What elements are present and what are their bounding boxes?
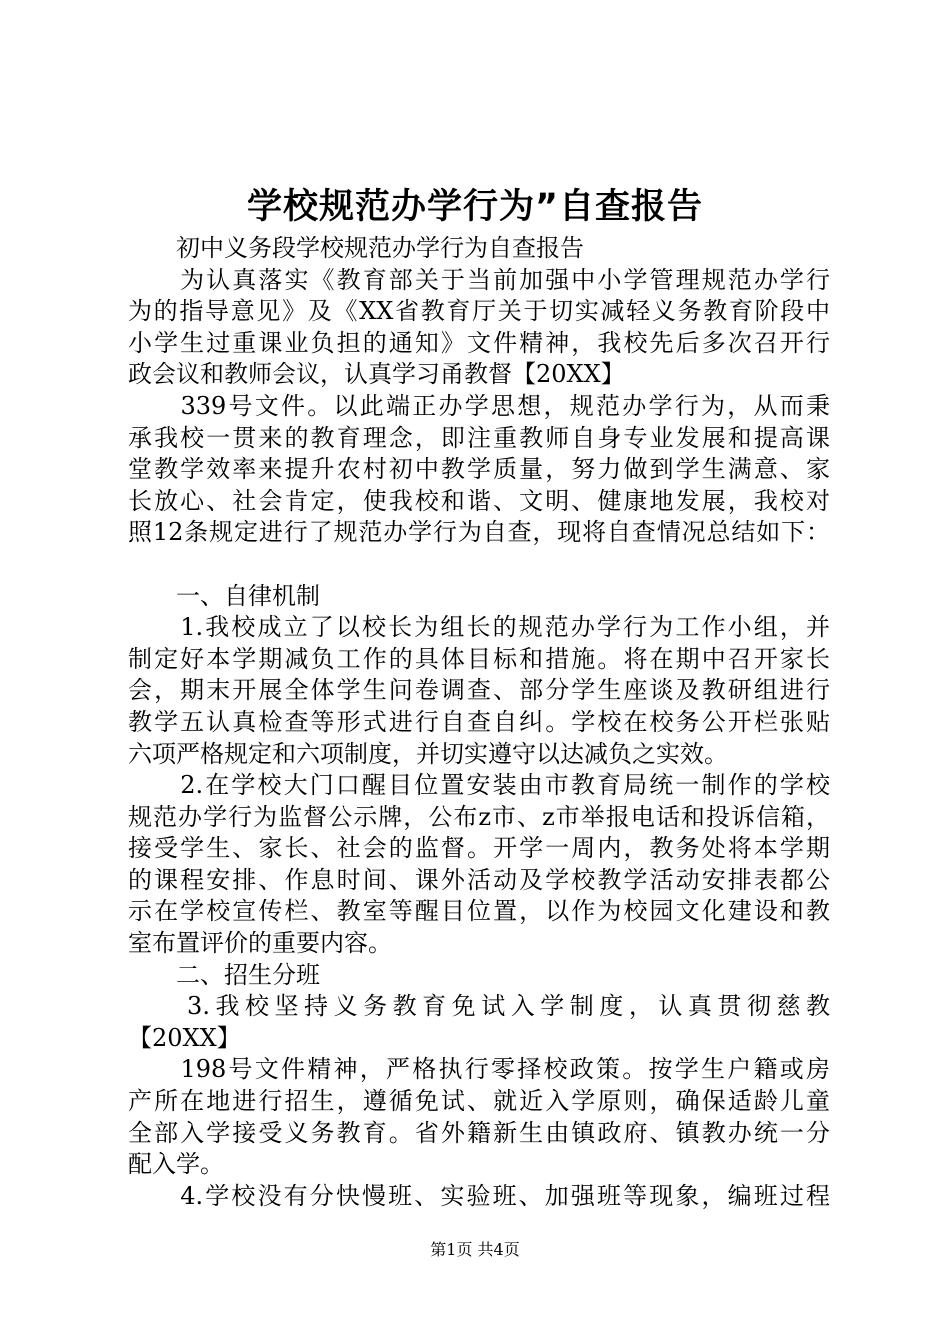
paragraph-line: 政会议和教师会议，认真学习甬教督【20XX】	[128, 360, 625, 389]
paragraph-line: 小学生过重课业负担的通知》文件精神，我校先后多次召开行	[128, 328, 830, 357]
paragraph-line: 六项严格规定和六项制度，并切实遵守以达减负之实效。	[128, 739, 728, 768]
page-number-footer: 第1页 共4页	[430, 1240, 520, 1259]
paragraph-line: 339号文件。以此端正办学思想，规范办学行为，从而秉	[128, 391, 830, 420]
paragraph-line: 【20XX】	[128, 1023, 241, 1052]
paragraph-line: 照12条规定进行了规范办学行为自查，现将自查情况总结如下：	[128, 518, 830, 547]
paragraph-line: 为的指导意见》及《XX省教育厅关于切实减轻义务教育阶段中	[128, 297, 830, 326]
paragraph-line: 全部入学接受义务教育。省外籍新生由镇政府、镇教办统一分	[128, 1118, 830, 1147]
paragraph-line: 4.学校没有分快慢班、实验班、加强班等现象，编班过程	[128, 1181, 830, 1210]
paragraph-line: 配入学。	[128, 1150, 224, 1179]
paragraph-line: 教学五认真检查等形式进行自查自纠。学校在校务公开栏张贴	[128, 707, 830, 736]
paragraph-line: 会，期末开展全体学生问卷调查、部分学生座谈及教研组进行	[128, 676, 830, 705]
paragraph-line: 198号文件精神，严格执行零择校政策。按学生户籍或房	[128, 1055, 830, 1084]
paragraph-line: 产所在地进行招生，遵循免试、就近入学原则，确保适龄儿童	[128, 1087, 830, 1116]
paragraph-line: 制定好本学期减负工作的具体目标和措施。将在期中召开家长	[128, 644, 830, 673]
document-title: 学校规范办学行为”自查报告	[246, 187, 703, 227]
document-body	[128, 233, 830, 1212]
paragraph-line: 堂教学效率来提升农村初中教学质量，努力做到学生满意、家	[128, 455, 830, 484]
paragraph-line: 示在学校宣传栏、教室等醒目位置，以作为校园文化建设和教	[128, 897, 830, 926]
paragraph-line: 承我校一贯来的教育理念，即注重教师自身专业发展和提高课	[128, 423, 830, 452]
paragraph-line: 接受学生、家长、社会的监督。开学一周内，教务处将本学期	[128, 834, 830, 863]
paragraph-line: 1.我校成立了以校长为组长的规范办学行为工作小组，并	[128, 613, 830, 642]
section-heading: 二、招生分班	[128, 960, 320, 989]
paragraph-line: 长放心、社会肯定，使我校和谐、文明、健康地发展，我校对	[128, 486, 830, 515]
paragraph-line: 3.我校坚持义务教育免试入学制度，认真贯彻慈教	[128, 992, 830, 1021]
paragraph-line: 室布置评价的重要内容。	[128, 929, 392, 958]
paragraph-line: 为认真落实《教育部关于当前加强中小学管理规范办学行	[128, 265, 830, 294]
section-heading: 一、自律机制	[128, 581, 320, 610]
paragraph-line: 2.在学校大门口醒目位置安装由市教育局统一制作的学校	[128, 771, 830, 800]
paragraph-line: 规范办学行为监督公示牌，公布z市、z市举报电话和投诉信箱，	[128, 802, 830, 831]
paragraph-line: 的课程安排、作息时间、课外活动及学校教学活动安排表都公	[128, 865, 830, 894]
paragraph-line: 初中义务段学校规范办学行为自查报告	[128, 234, 584, 262]
